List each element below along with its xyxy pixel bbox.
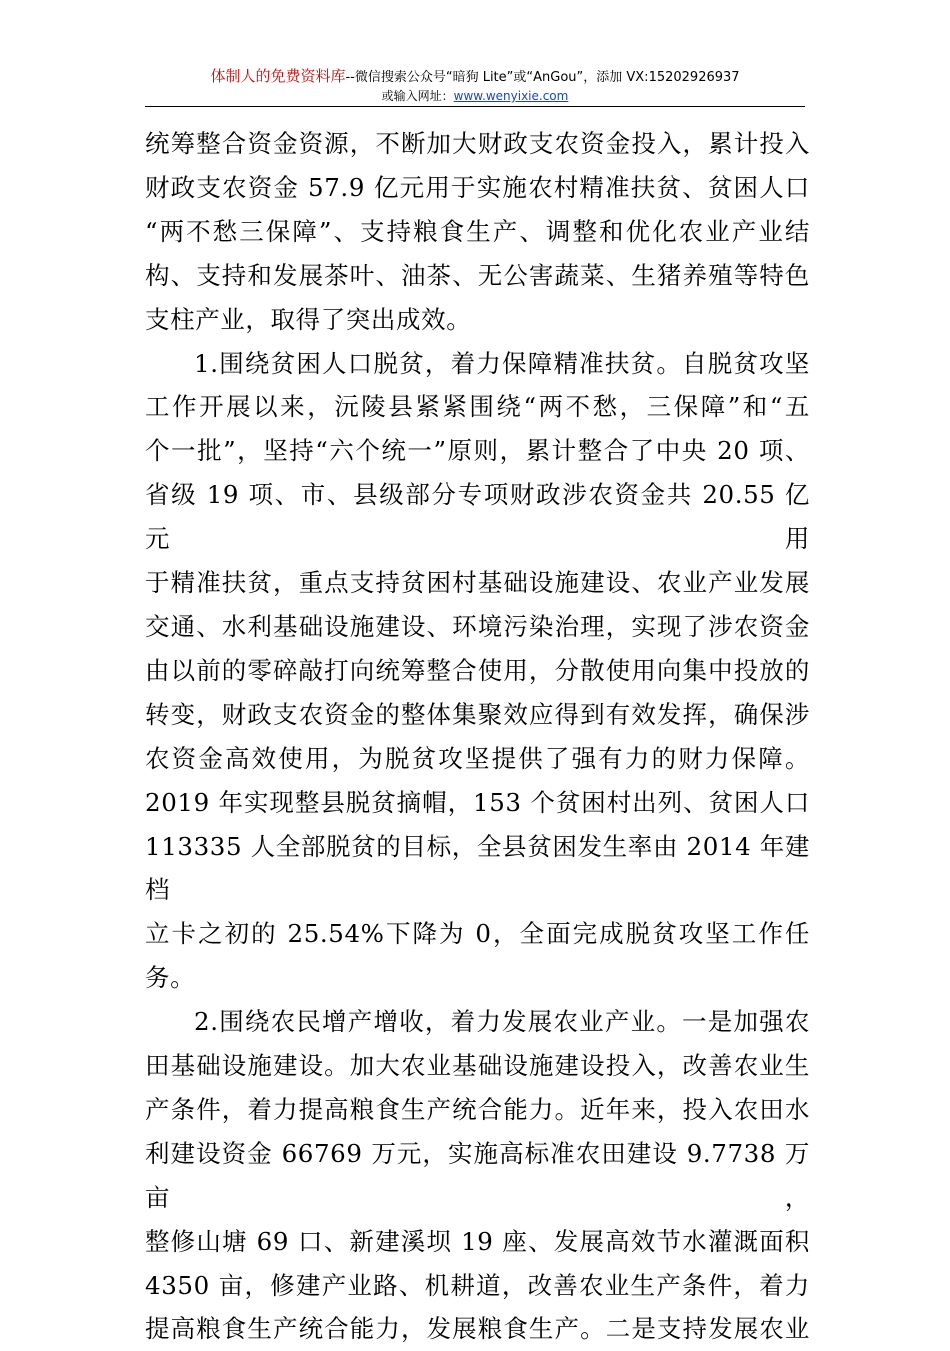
body-line: 转变，财政支农资金的整体集聚效应得到有效发挥，确保涉: [145, 699, 810, 729]
body-line: 整修山塘 69 口、新建溪坝 19 座、发展高效节水灌溉面积: [145, 1226, 810, 1256]
paragraph-1: [145, 122, 810, 342]
body-line: 立卡之初的 25.54%下降为 0，全面完成脱贫攻坚工作任务。: [145, 919, 810, 993]
body-line: 113335 人全部脱贫的目标，全县贫困发生率由 2014 年建档: [145, 831, 810, 905]
body-line: 农资金高效使用，为脱贫攻坚提供了强有力的财力保障。: [145, 743, 810, 773]
paragraph-3: [145, 1000, 810, 1351]
header-url-prefix: 或输入网址：: [381, 89, 454, 103]
body-line: 工作开展以来，沅陵县紧紧围绕“两不愁，三保障”和“五: [145, 392, 810, 422]
header-divider: [145, 106, 805, 107]
body-line: 于精准扶贫，重点支持贫困村基础设施建设、农业产业发展: [145, 568, 810, 598]
header-url-link[interactable]: www.wenyixie.com: [453, 89, 569, 103]
header-url-line: [145, 88, 805, 104]
page-header: [145, 66, 805, 104]
document-body: [145, 122, 810, 1351]
body-line: 利建设资金 66769 万元，实施高标准农田建设 9.7738 万亩，: [145, 1138, 810, 1212]
header-brand: 体制人的免费资料库: [210, 67, 346, 85]
body-line: 产条件，着力提高粮食生产统合能力。近年来，投入农田水: [145, 1094, 810, 1124]
body-line: 构、支持和发展茶叶、油茶、无公害蔬菜、生猪养殖等特色: [145, 260, 810, 290]
paragraph-2: [145, 342, 810, 1001]
body-line: 2019 年实现整县脱贫摘帽，153 个贫困村出列、贫困人口: [145, 787, 810, 817]
body-line: 田基础设施建设。加大农业基础设施建设投入，改善农业生: [145, 1051, 810, 1081]
header-notice: --微信搜索公众号“暗狗 Lite”或“AnGou”，添加 VX:15202926937: [345, 70, 740, 85]
body-line: 由以前的零碎敲打向统筹整合使用，分散使用向集中投放的: [145, 655, 810, 685]
body-line: 交通、水利基础设施建设、环境污染治理，实现了涉农资金: [145, 611, 810, 641]
body-line: “两不愁三保障”、支持粮食生产、调整和优化农业产业结: [145, 216, 810, 246]
body-line: 财政支农资金 57.9 亿元用于实施农村精准扶贫、贫困人口: [145, 172, 810, 202]
body-line: 个一批”，坚持“六个统一”原则，累计整合了中央 20 项、: [145, 436, 810, 466]
body-line: 提高粮食生产统合能力，发展粮食生产。二是支持发展农业: [145, 1314, 810, 1344]
body-line: 4350 亩，修建产业路、机耕道，改善农业生产条件，着力: [145, 1270, 810, 1300]
header-notice-line: [145, 66, 805, 88]
body-line: 2.围绕农民增产增收，着力发展农业产业。一是加强农: [194, 1007, 810, 1037]
body-line: 1.围绕贫困人口脱贫，着力保障精准扶贫。自脱贫攻坚: [194, 348, 810, 378]
body-line: 支柱产业，取得了突出成效。: [145, 304, 472, 334]
body-line: 省级 19 项、市、县级部分专项财政涉农资金共 20.55 亿元用: [145, 480, 810, 554]
body-line: 统筹整合资金资源，不断加大财政支农资金投入，累计投入: [145, 129, 810, 158]
